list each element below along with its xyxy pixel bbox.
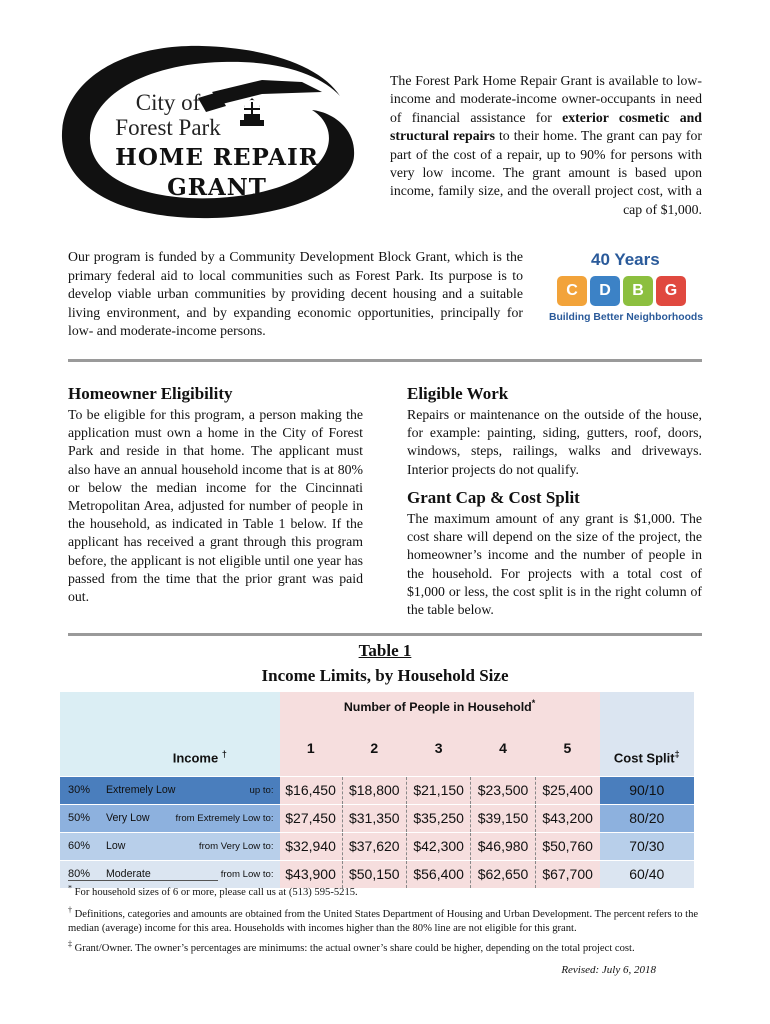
row-percent: 30% bbox=[60, 776, 106, 804]
row-range: from Extremely Low to: bbox=[175, 804, 279, 832]
income-cell: $67,700 bbox=[535, 860, 599, 888]
footnote-divider bbox=[68, 880, 218, 881]
size-header: 1 bbox=[280, 720, 343, 776]
intro-paragraph: The Forest Park Home Repair Grant is available to low-income and moderate-income owner-occupants in need of financial assistance for exterior cosmetic and structural repairs to their home. The grant can pay for part of the cost of a repair, up to 90% for persons with very low income. The grant amount is based upon income, family size, and the overall project cost, with a cap of $1,000. bbox=[390, 73, 702, 217]
eligibility-section bbox=[68, 384, 363, 606]
eligibility-heading: Homeowner Eligibility bbox=[68, 384, 233, 403]
table-row bbox=[60, 776, 694, 804]
income-cell: $37,620 bbox=[342, 832, 406, 860]
cost-split-header: Cost Split‡ bbox=[600, 692, 694, 776]
row-percent: 80% bbox=[60, 860, 106, 888]
section-divider bbox=[68, 359, 702, 362]
income-cell: $62,650 bbox=[471, 860, 535, 888]
row-category: Extremely Low bbox=[106, 776, 175, 804]
income-limits-table bbox=[60, 692, 694, 888]
cost-split-cell: 70/30 bbox=[600, 832, 694, 860]
cdbg-letter-b: B bbox=[623, 276, 653, 306]
income-cell: $50,150 bbox=[342, 860, 406, 888]
eligible-work-body: Repairs or maintenance on the outside of the house, for example: painting, siding, gutters, roof, doors, windows, steps, railings, walks and driveways. Interior projects do not qualify. bbox=[407, 407, 702, 477]
cdbg-letter-d: D bbox=[590, 276, 620, 306]
income-cell: $35,250 bbox=[406, 804, 470, 832]
income-cell: $16,450 bbox=[280, 776, 343, 804]
row-percent: 60% bbox=[60, 832, 106, 860]
cdbg-tagline: Building Better Neighborhoods bbox=[548, 312, 704, 323]
section-divider bbox=[68, 633, 702, 636]
people-header: Number of People in Household* bbox=[280, 692, 600, 720]
grant-cap-body: The maximum amount of any grant is $1,000. The cost share will depend on the size of the project, the homeowner’s income and the number of people in the household. For projects with a total cost of $1,000 or less, the cost split is in the right column of the table below. bbox=[407, 511, 702, 618]
income-cell: $56,400 bbox=[406, 860, 470, 888]
income-cell: $39,150 bbox=[471, 804, 535, 832]
row-category: Moderate bbox=[106, 860, 175, 888]
footnote-cost-split: ‡ Grant/Owner. The owner’s percentages are minimums: the actual owner’s share could be higher, depending on the total project cost. bbox=[68, 939, 635, 954]
grant-cap-heading: Grant Cap & Cost Split bbox=[407, 488, 580, 507]
table-row bbox=[60, 804, 694, 832]
table-subtitle: Income Limits, by Household Size bbox=[261, 666, 509, 685]
revised-date: Revised: July 6, 2018 bbox=[561, 964, 656, 976]
footnote-household: * For household sizes of 6 or more, please call us at (513) 595-5215. bbox=[68, 883, 358, 898]
income-cell: $32,940 bbox=[280, 832, 343, 860]
footnote-definitions: † Definitions, categories and amounts are obtained from the United States Department of Housing and Urban Development. The percent refers to the median (average) income for this area. Households with incomes higher than the 80% line are not eligible for this grant. bbox=[68, 905, 699, 935]
grant-cap-section bbox=[407, 488, 702, 619]
table-row bbox=[60, 832, 694, 860]
cdbg-letter-g: G bbox=[656, 276, 686, 306]
table-row bbox=[60, 860, 694, 888]
size-header: 3 bbox=[406, 720, 470, 776]
table-title: Table 1 bbox=[358, 641, 412, 660]
logo-program-name: HOME REPAIR GRANT bbox=[115, 144, 319, 201]
city-logo bbox=[52, 38, 362, 222]
row-percent: 50% bbox=[60, 804, 106, 832]
row-range: from Very Low to: bbox=[175, 832, 279, 860]
income-cell: $27,450 bbox=[280, 804, 343, 832]
cdbg-letters bbox=[557, 276, 686, 306]
cost-split-cell: 80/20 bbox=[600, 804, 694, 832]
income-cell: $50,760 bbox=[535, 832, 599, 860]
cdbg-years: 40 Years bbox=[591, 250, 660, 269]
row-category: Very Low bbox=[106, 804, 175, 832]
income-cell: $18,800 bbox=[342, 776, 406, 804]
eligible-work-section bbox=[407, 384, 702, 479]
income-cell: $42,300 bbox=[406, 832, 470, 860]
cost-split-cell: 90/10 bbox=[600, 776, 694, 804]
logo-city-name: City of Forest Park bbox=[115, 90, 221, 140]
size-header: 2 bbox=[342, 720, 406, 776]
income-cell: $25,400 bbox=[535, 776, 599, 804]
income-cell: $31,350 bbox=[342, 804, 406, 832]
cdbg-logo bbox=[545, 250, 705, 328]
row-category: Low bbox=[106, 832, 175, 860]
income-cell: $23,500 bbox=[471, 776, 535, 804]
size-header: 4 bbox=[471, 720, 535, 776]
income-cell: $21,150 bbox=[406, 776, 470, 804]
row-range: up to: bbox=[175, 776, 279, 804]
row-range: from Low to: bbox=[175, 860, 279, 888]
income-header: Income † bbox=[60, 692, 280, 776]
income-cell: $43,200 bbox=[535, 804, 599, 832]
table-title-block bbox=[68, 641, 702, 686]
eligible-work-heading: Eligible Work bbox=[407, 384, 509, 403]
eligibility-body: To be eligible for this program, a person making the application must own a home in the City of Forest Park and reside in that home. The applicant must also have an annual household income that is at 80% or below the median income for the Cincinnati Metropolitan Area, adjusted for number of people in the household, as indicated in Table 1 below. If the applicant has received a grant through this program before, the applicant is not eligible until one year has passed from the time that the prior grant was paid out. bbox=[68, 407, 363, 605]
funding-paragraph: Our program is funded by a Community Development Block Grant, which is the primary federal aid to local communities such as Forest Park. Its purpose is to develop viable urban communities by providing decent housing and a suitable living environment, and by expanding economic opportunities, principally for low- and moderate-income persons. bbox=[68, 249, 523, 339]
size-header: 5 bbox=[535, 720, 599, 776]
income-cell: $46,980 bbox=[471, 832, 535, 860]
cdbg-letter-c: C bbox=[557, 276, 587, 306]
income-cell: $43,900 bbox=[280, 860, 343, 888]
cost-split-cell: 60/40 bbox=[600, 860, 694, 888]
